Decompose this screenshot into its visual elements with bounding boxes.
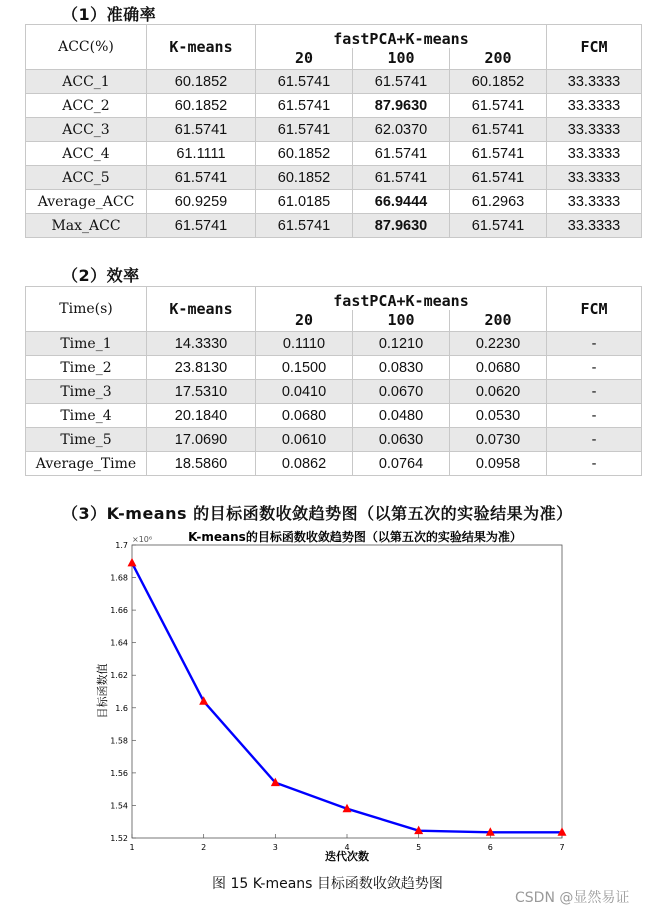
table-cell: 0.0680: [450, 356, 547, 380]
y-tick-label: 1.54: [110, 801, 128, 811]
kmeans-header: K-means: [147, 287, 256, 332]
table-row: [26, 356, 642, 380]
table-cell: 61.5741: [147, 118, 256, 142]
x-tick-label: 5: [416, 843, 422, 852]
table-cell: 0.1500: [256, 356, 353, 380]
sub-header-200: 200: [450, 48, 547, 70]
table-cell: 0.0670: [353, 380, 450, 404]
table-cell: 60.1852: [256, 166, 353, 190]
table-cell: 61.5741: [450, 94, 547, 118]
table-row: [26, 380, 642, 404]
fcm-header: FCM: [547, 287, 642, 332]
row-label: Time_3: [26, 380, 147, 404]
row-label: ACC_2: [26, 94, 147, 118]
table-cell: -: [547, 332, 642, 356]
table-cell: 61.5741: [256, 118, 353, 142]
table-cell: 0.0862: [256, 452, 353, 476]
table-cell: 20.1840: [147, 404, 256, 428]
table-cell: 87.9630: [353, 214, 450, 238]
table-cell: 33.3333: [547, 94, 642, 118]
row-label: ACC_1: [26, 70, 147, 94]
y-tick-label: 1.62: [110, 671, 128, 681]
table-cell: 60.1852: [147, 70, 256, 94]
sub-header-20: 20: [256, 310, 353, 332]
sub-header-100: 100: [353, 310, 450, 332]
table-cell: 0.0730: [450, 428, 547, 452]
table-cell: 0.0680: [256, 404, 353, 428]
row-label: Time_2: [26, 356, 147, 380]
table-cell: 17.0690: [147, 428, 256, 452]
x-tick-label: 3: [272, 843, 278, 852]
table-cell: 0.0620: [450, 380, 547, 404]
table-cell: 61.5741: [147, 166, 256, 190]
table-cell: -: [547, 428, 642, 452]
table-cell: 33.3333: [547, 214, 642, 238]
plot-area: [132, 545, 562, 838]
table-cell: 61.0185: [256, 190, 353, 214]
fastpca-group-header: fastPCA+K-means: [256, 287, 547, 310]
table-cell: 61.5741: [353, 142, 450, 166]
table-cell: -: [547, 356, 642, 380]
x-tick-label: 7: [559, 843, 565, 852]
y-tick-label: 1.66: [110, 606, 128, 616]
table-cell: 61.5741: [256, 214, 353, 238]
table-cell: 0.0410: [256, 380, 353, 404]
table-row: [26, 452, 642, 476]
fastpca-group-header: fastPCA+K-means: [256, 25, 547, 48]
table-cell: 87.9630: [353, 94, 450, 118]
table-cell: 60.9259: [147, 190, 256, 214]
table-cell: 0.0958: [450, 452, 547, 476]
row-label: Time_4: [26, 404, 147, 428]
table-cell: 23.8130: [147, 356, 256, 380]
x-tick-label: 1: [129, 843, 135, 852]
y-tick-label: 1.64: [110, 638, 128, 648]
table-cell: 61.5741: [256, 94, 353, 118]
table-cell: -: [547, 404, 642, 428]
table-cell: 62.0370: [353, 118, 450, 142]
x-tick-label: 2: [201, 843, 207, 852]
table-row: [26, 94, 642, 118]
table-cell: 0.0530: [450, 404, 547, 428]
table-cell: 66.9444: [353, 190, 450, 214]
table-row: [26, 332, 642, 356]
row-label: Max_ACC: [26, 214, 147, 238]
y-tick-label: 1.7: [115, 541, 128, 550]
row-label: Time_5: [26, 428, 147, 452]
y-tick-label: 1.6: [115, 703, 128, 713]
sub-header-200: 200: [450, 310, 547, 332]
fcm-header: FCM: [547, 25, 642, 70]
watermark: CSDN @显然易证: [515, 890, 630, 906]
table-cell: 0.0480: [353, 404, 450, 428]
chart-title: K-means的目标函数收敛趋势图（以第五次的实验结果为准）: [188, 530, 522, 544]
row-label: ACC_3: [26, 118, 147, 142]
table-cell: 33.3333: [547, 166, 642, 190]
table-row: [26, 142, 642, 166]
x-axis-label: 迭代次数: [325, 850, 369, 863]
table-row: [26, 214, 642, 238]
table-cell: 60.1852: [147, 94, 256, 118]
section2-title: （2）效率: [62, 266, 140, 285]
y-tick-label: 1.68: [110, 573, 128, 583]
x-tick-label: 4: [344, 843, 350, 852]
y-tick-label: 1.56: [110, 768, 128, 778]
table-cell: 33.3333: [547, 190, 642, 214]
y-axis-label: 目标函数值: [96, 663, 109, 719]
row-label: ACC_4: [26, 142, 147, 166]
table-cell: 33.3333: [547, 118, 642, 142]
table-cell: 61.5741: [450, 118, 547, 142]
table-cell: -: [547, 452, 642, 476]
table-cell: 61.5741: [450, 142, 547, 166]
table-cell: 14.3330: [147, 332, 256, 356]
table-cell: 61.5741: [353, 70, 450, 94]
table-cell: 0.0830: [353, 356, 450, 380]
table-row: [26, 166, 642, 190]
table-cell: 17.5310: [147, 380, 256, 404]
table-cell: -: [547, 380, 642, 404]
table-cell: 0.0630: [353, 428, 450, 452]
row-label: Average_Time: [26, 452, 147, 476]
table-cell: 61.2963: [450, 190, 547, 214]
table-cell: 60.1852: [256, 142, 353, 166]
table-row: [26, 190, 642, 214]
table-cell: 18.5860: [147, 452, 256, 476]
table-cell: 60.1852: [450, 70, 547, 94]
table-cell: 61.5741: [450, 214, 547, 238]
table-cell: 0.0764: [353, 452, 450, 476]
accuracy-table: [25, 24, 642, 238]
section1-title: （1）准确率: [62, 5, 157, 24]
table-row: [26, 404, 642, 428]
y-exponent: ×10⁶: [132, 535, 153, 544]
table-cell: 0.2230: [450, 332, 547, 356]
table-row: [26, 118, 642, 142]
table-cell: 0.1110: [256, 332, 353, 356]
table-row: [26, 70, 642, 94]
acc-header-label: ACC(%): [26, 25, 147, 70]
table-cell: 33.3333: [547, 142, 642, 166]
y-tick-label: 1.58: [110, 736, 128, 746]
y-tick-label: 1.52: [110, 834, 128, 843]
row-label: Time_1: [26, 332, 147, 356]
row-label: Average_ACC: [26, 190, 147, 214]
x-tick-label: 6: [487, 843, 493, 852]
table-cell: 61.5741: [256, 70, 353, 94]
figure-caption: 图 15 K-means 目标函数收敛趋势图: [212, 876, 443, 892]
section3-title: （3）K-means 的目标函数收敛趋势图（以第五次的实验结果为准）: [62, 504, 573, 523]
table-row: [26, 428, 642, 452]
kmeans-header: K-means: [147, 25, 256, 70]
time-header-label: Time(s): [26, 287, 147, 332]
table-cell: 0.1210: [353, 332, 450, 356]
table-cell: 0.0610: [256, 428, 353, 452]
sub-header-100: 100: [353, 48, 450, 70]
table-cell: 61.5741: [353, 166, 450, 190]
efficiency-table: [25, 286, 642, 476]
convergence-chart: [90, 530, 586, 870]
table-cell: 61.1111: [147, 142, 256, 166]
sub-header-20: 20: [256, 48, 353, 70]
table-cell: 61.5741: [450, 166, 547, 190]
table-cell: 61.5741: [147, 214, 256, 238]
row-label: ACC_5: [26, 166, 147, 190]
table-cell: 33.3333: [547, 70, 642, 94]
